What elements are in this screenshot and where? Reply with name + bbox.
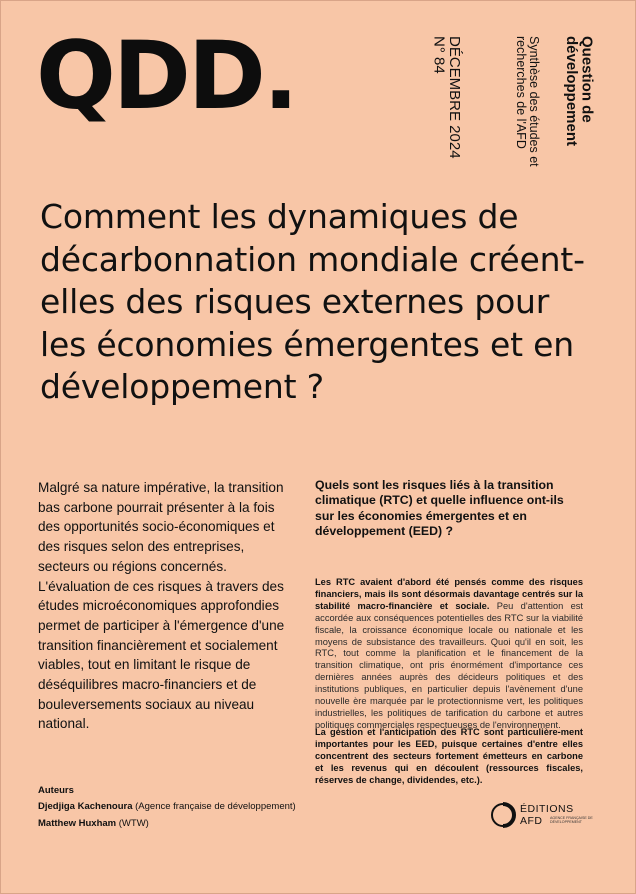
issue-number: N° 84 xyxy=(430,36,448,74)
authors-label: Auteurs xyxy=(38,785,74,796)
issue-date: DÉCEMBRE 2024 xyxy=(446,36,463,159)
series-subtitle: Synthèse des études et recherches de l'AFD xyxy=(513,36,541,167)
editions-afd-icon xyxy=(490,802,516,828)
document-title: Comment les dynamiques de décarbonnation mondiale créent-elles des risques externes pour les économies émergentes et en développement ? xyxy=(40,197,585,406)
author-2-name: Matthew Huxham xyxy=(38,818,117,829)
publisher-line-2: AFD xyxy=(520,815,543,827)
body-paragraph-1 xyxy=(315,577,583,732)
issue-info xyxy=(426,36,462,159)
author-1-affiliation: (Agence française de développement) xyxy=(135,801,296,812)
author-1 xyxy=(38,801,296,812)
author-2 xyxy=(38,818,149,829)
body-paragraph-2: La gestion et l'anticipation des RTC sont particulière-ment importantes pour les EED, puisque certaines d'entre elles concentrent des secteurs fortement émetteurs en carbone et les revenus qui en découlent (ressources fiscales, réserves de change, dividendes, etc.). xyxy=(315,727,583,785)
series-name-line-2: développement xyxy=(562,36,580,147)
publisher-tagline: AGENCE FRANÇAISE DE DÉVELOPPEMENT xyxy=(550,816,593,825)
paragraph-1-rest: Peu d'attention est accordée aux conséquences potentielles des RTC sur la viabilité fiscale, la croissance économique locale ou nationale et les moyens de subsistance des travailleurs. Quoi qu'il en soit, les RTC, tout comme la planification et le financement de la transition climatique, ont pris énormément d'importance ces dernières années auprès des décideurs politiques et des institutions publiques, en particulier depuis l'avènement d'une nouvelle ère marquée par le protectionnisme vert, les politiques industrielles, les politiques de tarification du carbone et autres politiques commerciales respectueuses de l'environnement. xyxy=(315,600,583,730)
series-name xyxy=(563,36,595,146)
key-question: Quels sont les risques liés à la transition climatique (RTC) et quelle influence ont-ils sur les économies émergentes et en développement (EED) ? xyxy=(315,478,564,538)
publisher-logo xyxy=(490,800,600,832)
author-2-affiliation: (WTW) xyxy=(118,818,149,829)
qdd-logo: QDD. xyxy=(36,22,296,131)
series-name-line-1: Question de xyxy=(578,36,596,123)
publisher-line-1: ÉDITIONS xyxy=(520,803,574,815)
author-1-name: Djedjiga Kachenoura xyxy=(38,801,133,812)
paragraph-1-lead: Les RTC avaient d'abord été pensés comme des risques financiers, mais ils sont désormais davantage centrés sur la stabilité macro-financière et sociale. xyxy=(315,577,583,611)
summary-text: Malgré sa nature impérative, la transition bas carbone pourrait présenter à la fois des opportunités socio-économiques et des risques selon des entreprises, secteurs ou régions concernés. L'évaluation de ces risques à travers des études microéconomiques approfondies permet de participer à l'émergence d'une transition financièrement et socialement viables, tout en limitant le risque de déséquilibres macro-financiers et de bouleversements sociaux au niveau national. xyxy=(38,480,285,732)
